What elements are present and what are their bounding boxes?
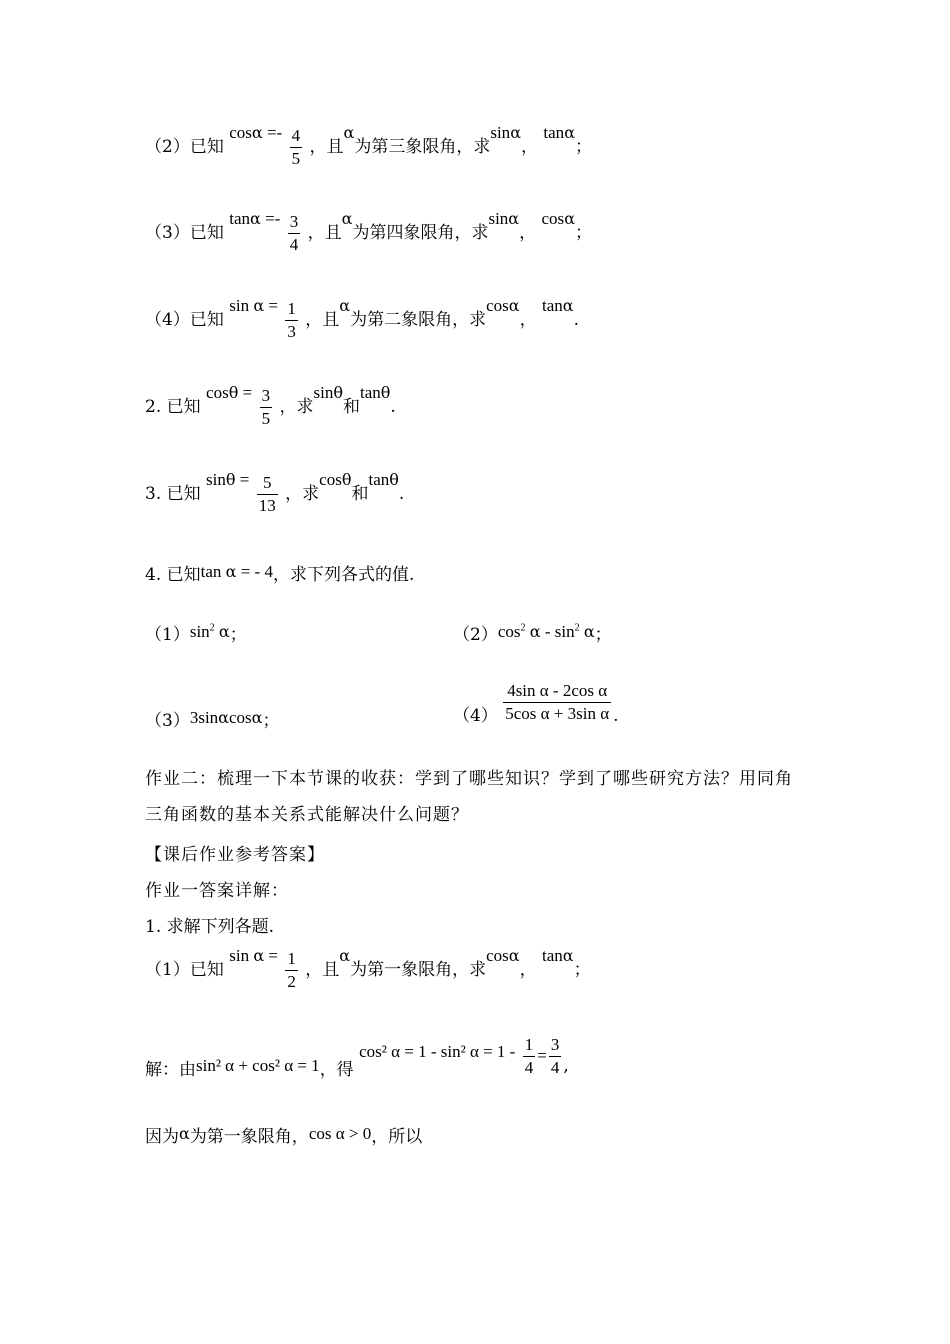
text: 为第二象限角，求 bbox=[350, 310, 487, 330]
given-equation: sin α = bbox=[229, 946, 278, 965]
given-equation: cosθ = bbox=[206, 383, 253, 402]
fraction: $\frac{1}{2}$ bbox=[287, 949, 296, 991]
text: ，得 bbox=[319, 1060, 354, 1080]
target-1: sinα bbox=[488, 209, 520, 228]
target-1: sinα bbox=[490, 123, 521, 142]
end-punct: ； bbox=[262, 711, 280, 731]
expression: 3sinαcosα bbox=[189, 708, 263, 727]
problem-4-1 bbox=[145, 620, 247, 645]
text: ，求 bbox=[285, 484, 320, 504]
given-equation: cosα =- bbox=[229, 123, 283, 142]
problem-label: （1）已知 bbox=[145, 960, 224, 980]
answer-item-1: 1. 求解下列各题. bbox=[145, 917, 275, 937]
problem-2 bbox=[145, 385, 396, 430]
alpha-symbol: α bbox=[339, 296, 351, 315]
text: ，且 bbox=[307, 223, 342, 243]
condition: cos α > 0 bbox=[308, 1124, 372, 1143]
target-2: cosα bbox=[541, 209, 575, 228]
end-punct: ； bbox=[594, 625, 612, 645]
fraction: $\frac{1}{3}$ bbox=[287, 299, 296, 341]
problem-label: 2. 已知 bbox=[145, 397, 201, 417]
text: ，求下列各式的值. bbox=[272, 565, 415, 585]
text: 为第四象限角，求 bbox=[352, 223, 489, 243]
expression: $\sin^2 \alpha$ bbox=[189, 622, 230, 641]
target-2: tanα bbox=[542, 296, 574, 315]
problem-4-3 bbox=[145, 706, 279, 731]
text: 为第三象限角，求 bbox=[354, 137, 491, 157]
target-2: tanθ bbox=[359, 383, 391, 402]
text: ，且 bbox=[309, 137, 344, 157]
alpha-symbol: α bbox=[341, 209, 353, 228]
alpha-symbol: α bbox=[179, 1124, 190, 1143]
given-equation: tanα =- bbox=[229, 209, 281, 228]
problem-1-4 bbox=[145, 298, 579, 343]
text: 和 bbox=[342, 397, 360, 417]
fraction: $\frac{5}{13}$ bbox=[258, 473, 276, 515]
end-punct: ； bbox=[575, 137, 592, 157]
separator: ， bbox=[519, 223, 537, 243]
end-punct: , bbox=[563, 1056, 569, 1076]
problem-label: （1） bbox=[145, 625, 190, 645]
text: ，求 bbox=[279, 397, 314, 417]
identity: sin² α + cos² α = 1 bbox=[196, 1056, 320, 1075]
answer-problem-1-1 bbox=[145, 948, 591, 993]
text: ，且 bbox=[305, 960, 340, 980]
fraction: $\frac{4}{5}$ bbox=[291, 126, 301, 168]
end-punct: . bbox=[573, 310, 579, 330]
text: ，所以 bbox=[371, 1127, 423, 1147]
target-2: tanα bbox=[543, 123, 575, 142]
end-punct: . bbox=[390, 397, 396, 417]
text: 因为 bbox=[145, 1127, 179, 1147]
target-2: tanθ bbox=[368, 470, 399, 489]
fraction-1: $\frac{1}{4}$ bbox=[524, 1035, 534, 1077]
target-1: cosα bbox=[486, 296, 520, 315]
answers-subheading: 作业一答案详解： bbox=[145, 881, 289, 901]
separator: ， bbox=[519, 310, 537, 330]
problem-4 bbox=[145, 560, 414, 585]
alpha-symbol: α bbox=[343, 123, 355, 142]
text: ，且 bbox=[305, 310, 340, 330]
end-punct: ； bbox=[573, 960, 591, 980]
target-1: cosθ bbox=[319, 470, 352, 489]
problem-1-3 bbox=[145, 211, 592, 256]
text: 为第一象限角， bbox=[189, 1127, 309, 1147]
target-1: sinθ bbox=[313, 383, 343, 402]
problem-label: 4. 已知 bbox=[145, 565, 201, 585]
target-1: cosα bbox=[486, 946, 520, 965]
fraction: $\frac{3}{4}$ bbox=[289, 212, 299, 254]
text: 为第一象限角，求 bbox=[350, 960, 487, 980]
problem-label: （3） bbox=[145, 711, 190, 731]
separator: ， bbox=[521, 137, 538, 157]
end-punct: . bbox=[613, 706, 619, 726]
problem-label: 3. 已知 bbox=[145, 484, 201, 504]
separator: ， bbox=[519, 960, 537, 980]
problem-label: （4） bbox=[453, 706, 498, 726]
solution-line bbox=[145, 1034, 569, 1079]
problem-label: （2） bbox=[453, 625, 498, 645]
given-equation: sin α = bbox=[229, 296, 278, 315]
problem-label: （4）已知 bbox=[145, 310, 224, 330]
problem-4-2 bbox=[453, 620, 612, 645]
problem-label: （2）已知 bbox=[145, 137, 224, 157]
fraction-expression: $\frac{\text{4sin α - 2cos α}}{\text{5cos α + 3sin α}}$ bbox=[505, 681, 610, 723]
given-equation: tan α = - 4 bbox=[200, 562, 273, 581]
solution-label: 解：由 bbox=[145, 1060, 196, 1080]
fraction-2: $\frac{3}{4}$ bbox=[550, 1035, 560, 1077]
end-punct: ； bbox=[575, 223, 592, 243]
target-2: tanα bbox=[542, 946, 574, 965]
given-equation: sinθ = bbox=[206, 470, 250, 489]
problem-1-2 bbox=[145, 125, 592, 170]
derived-equation: cos² α = 1 - sin² α = 1 - bbox=[359, 1042, 516, 1061]
because-line bbox=[145, 1122, 422, 1147]
problem-4-4 bbox=[453, 680, 619, 725]
problem-3 bbox=[145, 472, 404, 517]
end-punct: ； bbox=[229, 625, 247, 645]
expression: $\cos^2 \alpha - \sin^2 \alpha$ bbox=[497, 622, 595, 641]
answers-heading: 【课后作业参考答案】 bbox=[145, 845, 325, 865]
fraction: $\frac{3}{5}$ bbox=[261, 386, 271, 428]
end-punct: . bbox=[398, 484, 405, 504]
text: 和 bbox=[351, 484, 369, 504]
equals-sign: = bbox=[537, 1046, 547, 1065]
alpha-symbol: α bbox=[339, 946, 351, 965]
homework-2-text: 作业二：梳理一下本节课的收获：学到了哪些知识？学到了哪些研究方法？用同角三角函数的基本关系式能解决什么问题？ bbox=[145, 769, 793, 825]
problem-label: （3）已知 bbox=[145, 223, 224, 243]
